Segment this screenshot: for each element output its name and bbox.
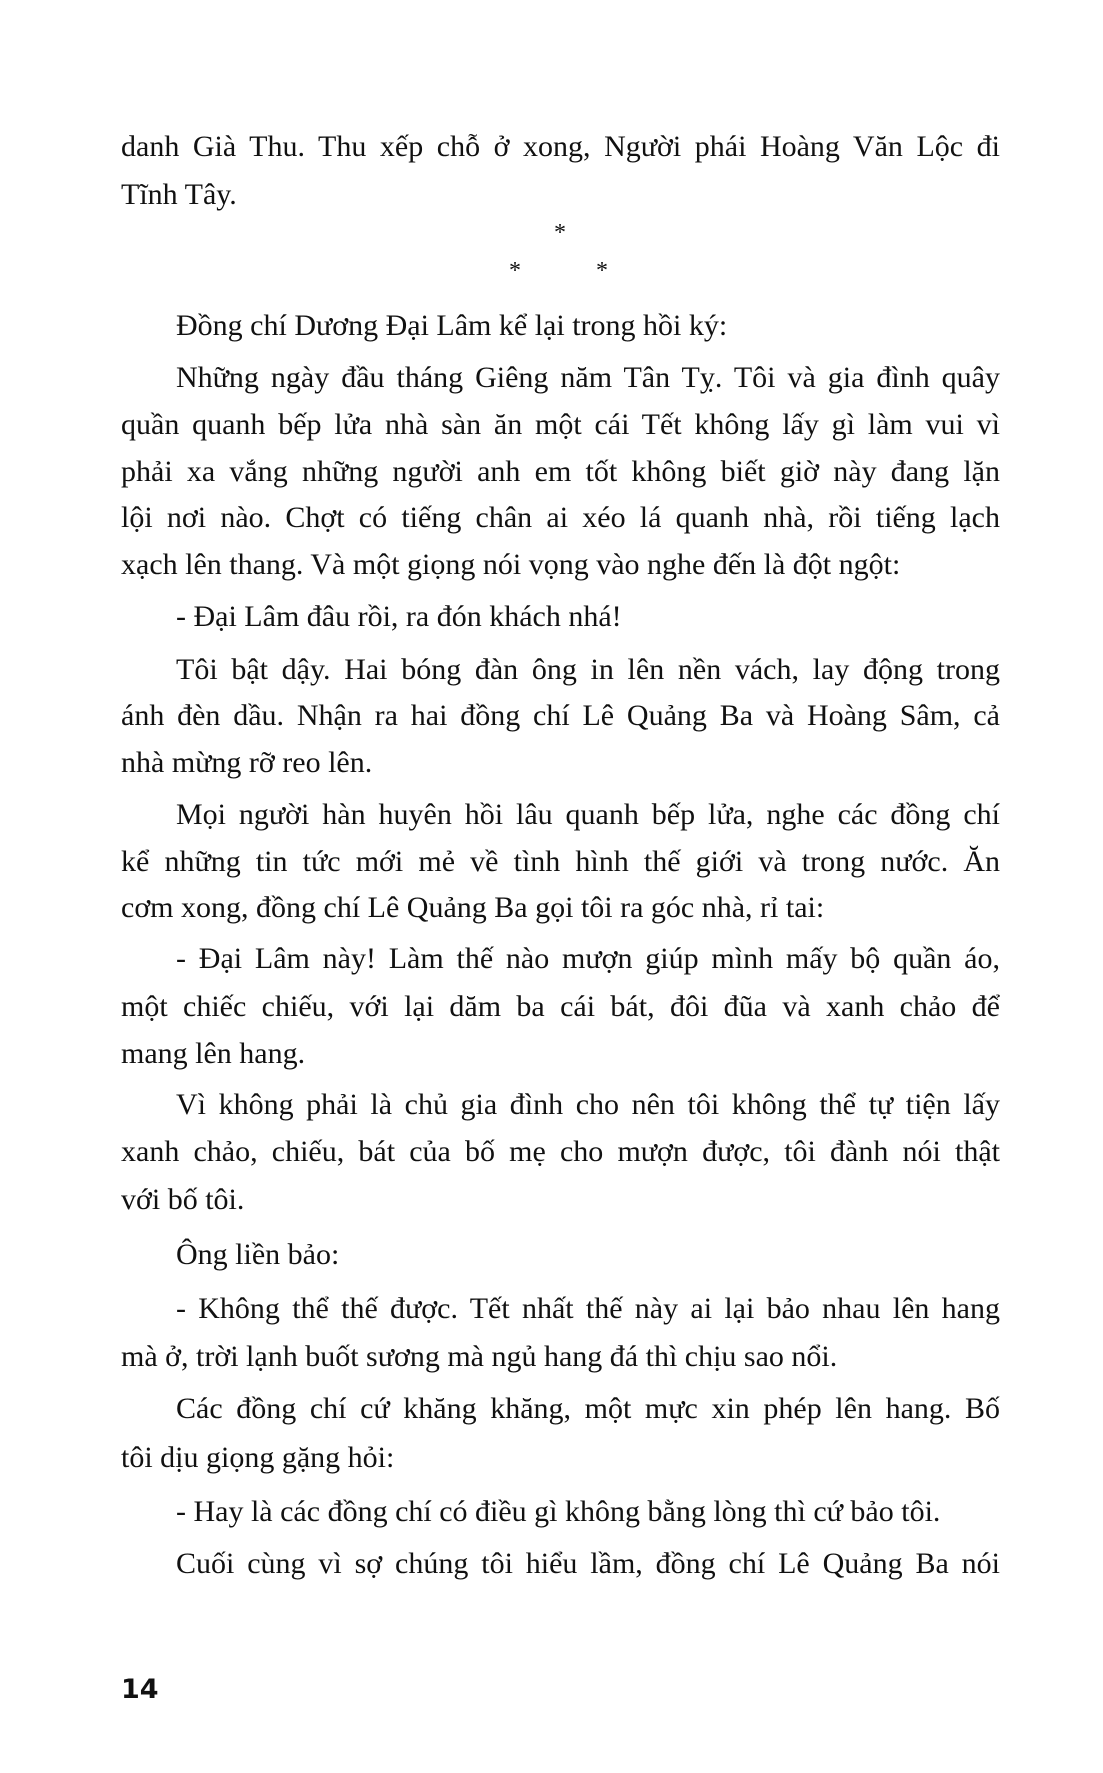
section-separator-star: *: [596, 258, 608, 284]
text-line: Tĩnh Tây.: [121, 178, 237, 211]
text-line: Cuối cùng vì sợ chúng tôi hiểu lầm, đồng chí Lê Quảng Ba nói: [176, 1547, 1000, 1580]
text-line: danh Già Thu. Thu xếp chỗ ở xong, Người phái Hoàng Văn Lộc đi: [121, 130, 1000, 163]
section-separator-star: *: [509, 258, 521, 284]
dialogue-line: - Đại Lâm đâu rồi, ra đón khách nhá!: [176, 600, 622, 633]
section-separator-star: *: [554, 220, 566, 246]
text-line: Mọi người hàn huyên hồi lâu quanh bếp lửa, nghe các đồng chí: [176, 798, 1000, 831]
text-line: quần quanh bếp lửa nhà sàn ăn một cái Tết không lấy gì làm vui vì: [121, 408, 1000, 441]
text-line: nhà mừng rỡ reo lên.: [121, 746, 373, 779]
dialogue-line: - Hay là các đồng chí có điều gì không bằng lòng thì cứ bảo tôi.: [176, 1495, 941, 1528]
text-line: Tôi bật dậy. Hai bóng đàn ông in lên nền vách, lay động trong: [176, 653, 1000, 686]
text-line: xanh chảo, chiếu, bát của bố mẹ cho mượn được, tôi đành nói thật: [121, 1135, 1000, 1168]
page-number: 14: [121, 1674, 159, 1705]
text-line: mang lên hang.: [121, 1037, 306, 1070]
text-line: xạch lên thang. Và một giọng nói vọng vào nghe đến là đột ngột:: [121, 548, 901, 581]
text-line: phải xa vắng những người anh em tốt không biết giờ này đang lặn: [121, 455, 1000, 488]
text-line: Các đồng chí cứ khăng khăng, một mực xin phép lên hang. Bố: [176, 1392, 1000, 1425]
text-line: Ông liền bảo:: [176, 1238, 340, 1271]
text-line: Vì không phải là chủ gia đình cho nên tôi không thể tự tiện lấy: [176, 1088, 1000, 1121]
text-line: Những ngày đầu tháng Giêng năm Tân Tỵ. Tôi và gia đình quây: [176, 361, 1000, 394]
dialogue-line: - Đại Lâm này! Làm thế nào mượn giúp mình mấy bộ quần áo,: [176, 942, 1000, 975]
text-line: cơm xong, đồng chí Lê Quảng Ba gọi tôi ra góc nhà, rỉ tai:: [121, 891, 825, 924]
text-line: ánh đèn dầu. Nhận ra hai đồng chí Lê Quảng Ba và Hoàng Sâm, cả: [121, 699, 1000, 732]
text-line: một chiếc chiếu, với lại dăm ba cái bát, đôi đũa và xanh chảo để: [121, 990, 1000, 1023]
text-line: lội nơi nào. Chợt có tiếng chân ai xéo lá quanh nhà, rồi tiếng lạch: [121, 501, 1000, 534]
text-line: với bố tôi.: [121, 1183, 245, 1216]
text-line: mà ở, trời lạnh buốt sương mà ngủ hang đá thì chịu sao nổi.: [121, 1340, 838, 1373]
dialogue-line: - Không thể thế được. Tết nhất thế này ai lại bảo nhau lên hang: [176, 1292, 1000, 1325]
text-line: Đồng chí Dương Đại Lâm kể lại trong hồi ký:: [176, 309, 728, 342]
text-line: kể những tin tức mới mẻ về tình hình thế giới và trong nước. Ăn: [121, 845, 1000, 878]
text-line: tôi dịu giọng gặng hỏi:: [121, 1441, 395, 1474]
